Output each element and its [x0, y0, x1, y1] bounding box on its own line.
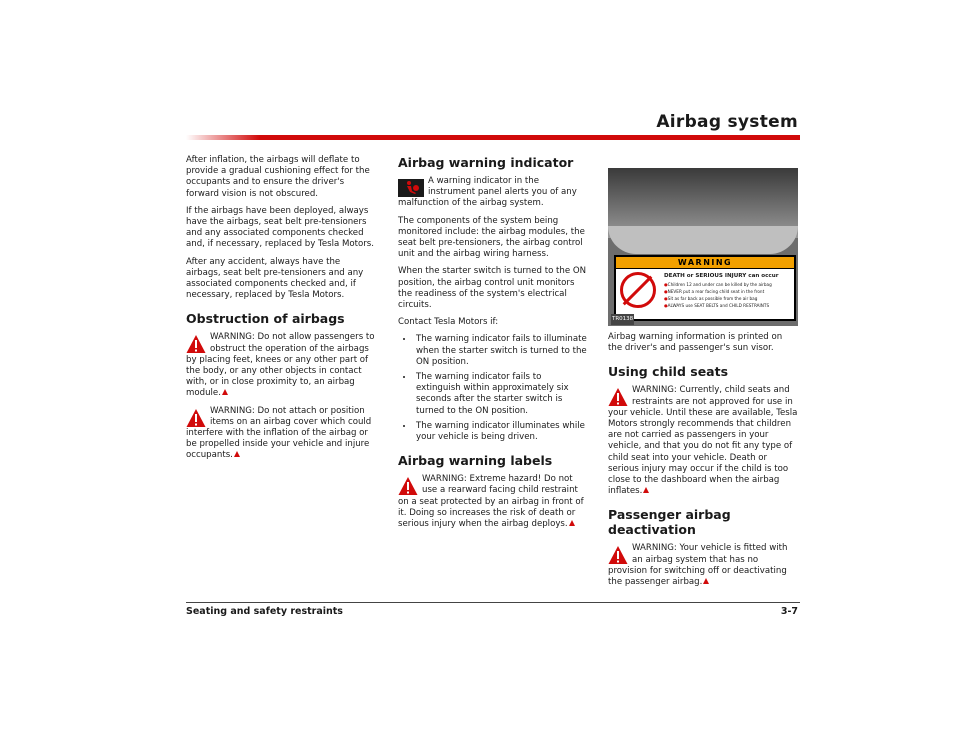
column-2	[398, 155, 588, 536]
warning-icon	[186, 334, 206, 354]
bullet-list	[398, 334, 588, 443]
warning-icon	[608, 545, 628, 565]
end-marker-icon	[222, 389, 228, 395]
label-line: ● NEVER put a rear facing child seat in the front	[664, 288, 772, 295]
paragraph-deflate: After inflation, the airbags will deflate to provide a gradual cushioning effect for the occupants and to ensure the driver's forward vision is not obscured.	[186, 155, 370, 199]
warning-label	[614, 255, 796, 321]
warning-block	[608, 385, 798, 497]
warning-block	[398, 474, 588, 530]
paragraph-contact: Contact Tesla Motors if:	[398, 317, 499, 328]
image-caption: Airbag warning information is printed on the driver's and passenger's sun visor.	[608, 332, 783, 354]
heading-obstruction: Obstruction of airbags	[186, 311, 345, 327]
end-marker-icon	[703, 578, 709, 584]
warning-block	[608, 543, 798, 588]
column-3	[608, 168, 798, 594]
paragraph-accident: After any accident, always have the airbags, seat belt pre-tensioners and any associated components checked and, if necessary, replaced by Tesla Motors.	[186, 256, 364, 301]
column-1	[186, 155, 376, 468]
list-item: • The warning indicator illuminates while your vehicle is being driven.	[414, 421, 588, 443]
label-line: ● Sit as far back as possible from the air bag	[664, 295, 772, 302]
end-marker-icon	[234, 451, 240, 457]
footer-rule	[186, 602, 800, 603]
sun-visor-photo	[608, 168, 798, 326]
airbag-indicator-icon	[398, 179, 424, 197]
warning-block	[186, 332, 376, 399]
heading-labels: Airbag warning labels	[398, 453, 553, 469]
list-item: • The warning indicator fails to extinguish within approximately six seconds after the starter switch is turned to the ON position.	[414, 372, 588, 417]
warning-text: WARNING: Do not allow passengers to obstruct the operation of the airbags by placing feet, knees or any other part of the body, or any other objects in contact with, or in close proximity to, an airbag module.	[186, 332, 375, 399]
end-marker-icon	[643, 487, 649, 493]
image-id: TR0138	[611, 314, 634, 325]
warning-icon	[608, 387, 628, 407]
warning-text: WARNING: Currently, child seats and restraints are not approved for use in your vehicle. Until these are available, Tesla Motors strongly recommends that children are not carried as passengers in your vehicle, and that you do not fit any type of child seat into your vehicle. Death or serious injury may occur if the child is too close to the dashboard when the airbag inflates.	[608, 385, 798, 497]
label-line: ● Children 12 and under can be killed by the airbag	[664, 281, 772, 288]
paragraph-components: The components of the system being monitored include: the airbag modules, the seat belt pre-tensioners, the airbag control unit and the airbag wiring harness.	[398, 215, 585, 260]
label-lines	[664, 281, 772, 309]
footer-section: Seating and safety restraints	[186, 606, 343, 617]
warning-text: WARNING: Extreme hazard! Do not use a rearward facing child restraint on a seat protected by an airbag in front of it. Doing so increases the risk of death or serious injury when the airbag deploys.	[398, 474, 584, 530]
footer-page-number: 3-7	[780, 606, 798, 617]
heading-indicator: Airbag warning indicator	[398, 155, 574, 170]
warning-block	[186, 406, 376, 462]
end-marker-icon	[569, 520, 575, 526]
paragraph-starter: When the starter switch is turned to the ON position, the airbag control unit monitors the readiness of the system's electrical circuits.	[398, 266, 587, 311]
paragraph-deployed: If the airbags have been deployed, always have the airbags, seat belt pre-tensioners and any associated components checked and, if necessary, replaced by Tesla Motors.	[186, 205, 375, 250]
page-title: Airbag system	[656, 112, 798, 132]
sun-visor	[608, 226, 798, 254]
header-rule	[186, 135, 800, 140]
warning-text: WARNING: Do not attach or position items on an airbag cover which could interfere with the inflation of the airbag or be propelled inside your vehicle and injure occupants.	[186, 405, 372, 461]
heading-child-seats: Using child seats	[608, 364, 729, 380]
paragraph-indicator: A warning indicator in the instrument panel alerts you of any malfunction of the airbag system.	[398, 176, 577, 209]
list-item: • The warning indicator fails to illuminate when the starter switch is turned to the ON position.	[414, 334, 588, 368]
heading-deactivation: Passenger airbag deactivation	[608, 507, 731, 538]
label-death-text: DEATH or SERIOUS INJURY can occur	[664, 273, 779, 279]
warning-icon	[186, 408, 206, 428]
warning-text: WARNING: Your vehicle is fitted with an airbag system that has no provision for switching off or deactivating the passenger airbag.	[608, 543, 788, 588]
label-line: ● ALWAYS use SEAT BELTS and CHILD RESTRAINTS	[664, 302, 772, 309]
label-heading: WARNING	[616, 257, 794, 269]
no-child-seat-icon	[620, 272, 656, 308]
warning-icon	[398, 476, 418, 496]
